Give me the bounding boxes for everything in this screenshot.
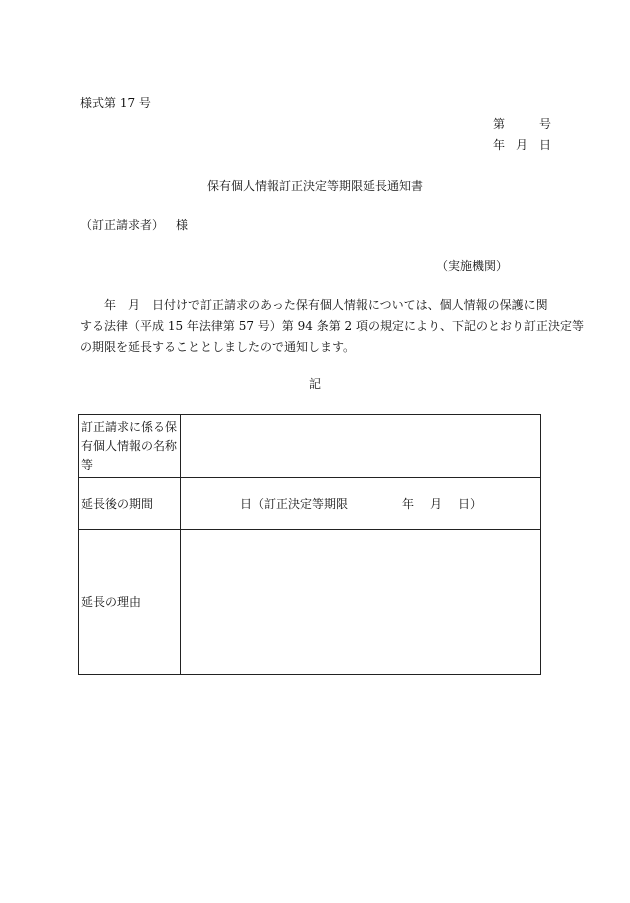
notice-body-line-3: の期限を延長することとしましたので通知します。 [80, 340, 356, 354]
extended-period-text [181, 498, 482, 510]
reason-label: 延長の理由 [79, 530, 181, 675]
table-row-info-name [79, 415, 541, 478]
number-suffix: 号 [538, 117, 551, 131]
date-day: 日 [538, 138, 551, 152]
deadline-month: 月 [430, 496, 443, 511]
addressee-line [80, 219, 188, 231]
extended-period-value-cell [181, 478, 541, 530]
notice-body-line-1: 年 月 日付けで訂正請求のあった保有個人情報については、個人情報の保護に関 [80, 298, 548, 312]
table-row-extended-period [79, 478, 541, 530]
issuing-agency: （実施機関） [436, 259, 509, 273]
deadline-day-close: 日） [458, 496, 483, 511]
record-table [78, 414, 541, 675]
notice-body-line-2: する法律（平成 15 年法律第 57 号）第 94 条第 2 項の規定により、下記のとおり訂正決定等 [80, 319, 584, 333]
info-name-value-cell [181, 415, 541, 478]
addressee-name: （訂正請求者） [80, 218, 165, 232]
document-number-line [493, 118, 551, 130]
document-title: 保有個人情報訂正決定等期限延長通知書 [206, 179, 423, 193]
reason-value-cell [181, 530, 541, 675]
notice-body [80, 298, 584, 362]
deadline-year: 年 [402, 496, 415, 511]
date-month: 月 [515, 138, 528, 152]
ki-heading: 記 [308, 377, 321, 391]
extended-period-label: 延長後の期間 [79, 478, 181, 530]
info-name-label: 訂正請求に係る保有個人情報の名称等 [79, 415, 181, 478]
document-date-line [493, 139, 551, 151]
date-year: 年 [493, 138, 506, 152]
number-prefix: 第 [493, 117, 506, 131]
table-row-reason [79, 530, 541, 675]
addressee-honorific: 様 [176, 218, 189, 232]
form-number: 様式第 17 号 [80, 96, 151, 110]
extended-period-day: 日（訂正決定等期限 [240, 496, 349, 511]
